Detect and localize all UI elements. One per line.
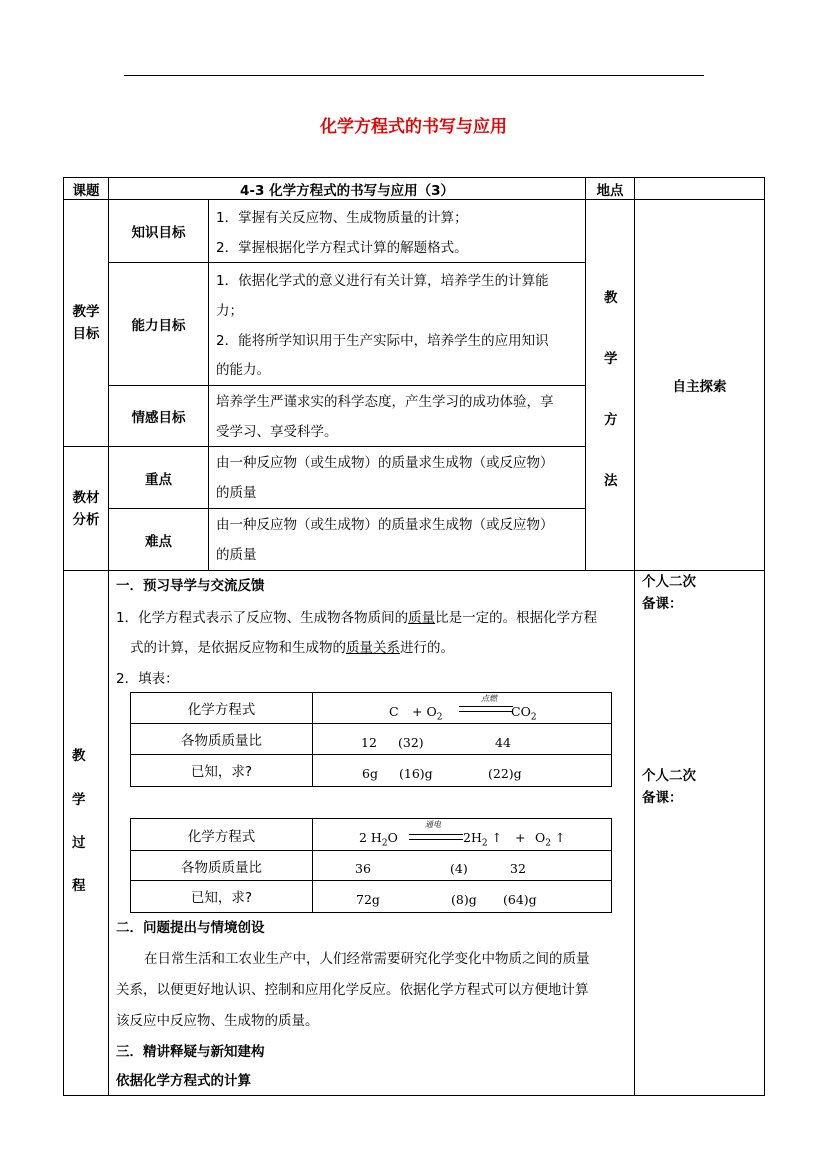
t2-row2-values — [313, 851, 610, 880]
p1-underline-1: 质量 — [408, 610, 436, 626]
method-char-4: 法 — [604, 473, 618, 489]
location-label: 地点 — [596, 182, 624, 199]
t1-r2-v3: 44 — [495, 735, 511, 750]
goals-label-1: 教学 — [72, 304, 100, 320]
t1-r2-v1: 12 — [361, 735, 377, 750]
p1-text-b: 比是一定的。根据化学方程 — [435, 610, 598, 626]
note-2 — [642, 765, 696, 809]
goals-label — [64, 200, 108, 446]
paragraph-1-line-2 — [130, 633, 454, 664]
t2-eq-h2o-sub: 2 — [381, 838, 388, 849]
t1-eq-condition: 点燃 — [481, 694, 497, 703]
section-2-line-b: 关系，以便更好地认识、控制和应用化学反应。依据化学方程式可以方便地计算 — [116, 982, 589, 998]
t2-eq-h2-text: 2H — [463, 830, 482, 845]
t1-r3-v3: (22)g — [488, 766, 522, 781]
note-1 — [642, 571, 696, 615]
t1-r3-v1: 6g — [362, 766, 378, 781]
t2-row3-label: 已知，求? — [190, 890, 253, 906]
method-char-1: 教 — [604, 290, 618, 306]
t1-eq-o2-sub: 2 — [436, 712, 443, 723]
ability-goal-2a: 2．能将所学知识用于生产实际中，培养学生的应用知识 — [216, 333, 549, 349]
p1-text-d: 进行的。 — [400, 640, 454, 656]
t2-eq-arrow — [409, 834, 463, 840]
t2-equation — [313, 819, 610, 850]
emotion-goal-a: 培养学生严谨求实的科学态度，产生学习的成功体验，享 — [216, 394, 554, 410]
paragraph-1-line-1 — [116, 603, 597, 634]
knowledge-goal-2: 2．掌握根据化学方程式计算的解题格式。 — [216, 240, 468, 256]
t2-eq-h2 — [463, 830, 502, 849]
process-char-1: 教 — [72, 748, 86, 764]
t1-row2-values — [313, 724, 610, 754]
t2-r3-v2: (8)g — [451, 892, 477, 907]
section-2-line-a: 在日常生活和工农业生产中，人们经常需要研究化学变化中物质之间的质量 — [144, 951, 590, 967]
t2-r2-v3: 32 — [510, 861, 526, 876]
section-3-subtitle: 依据化学方程式的计算 — [116, 1073, 251, 1089]
analysis-label-2: 分析 — [72, 511, 100, 528]
knowledge-label: 知识目标 — [131, 225, 186, 241]
method-value: 自主探索 — [672, 379, 727, 395]
section-1-title: 一．预习导学与交流反馈 — [116, 578, 265, 594]
ability-goal-1a: 1．依据化学式的意义进行有关计算，培养学生的计算能 — [216, 273, 549, 289]
process-char-3: 过 — [72, 835, 86, 851]
note-2-a: 个人二次 — [642, 768, 696, 784]
hard-point-b: 的质量 — [216, 547, 257, 563]
t2-eq-h: 2 H — [359, 830, 382, 845]
t1-r3-v2: (16)g — [399, 766, 433, 781]
page-title: 化学方程式的书写与应用 — [320, 117, 507, 137]
ability-goal-2b: 的能力。 — [216, 362, 270, 378]
gas-arrow-icon: ↑ — [491, 830, 503, 845]
t2-eq-condition: 通电 — [425, 820, 441, 829]
p1-text-c: 式的计算，是依据反应物和生成物的 — [130, 640, 346, 656]
process-char-4: 程 — [72, 878, 86, 894]
emotion-label: 情感目标 — [131, 410, 186, 426]
t2-eq-h2-sub: 2 — [481, 838, 488, 849]
lesson-label: 课题 — [72, 182, 100, 199]
knowledge-goal-1: 1．掌握有关反应物、生成物质量的计算； — [216, 210, 468, 226]
key-point-label: 重点 — [145, 471, 172, 488]
t2-eq-o2 — [535, 830, 565, 849]
t2-eq-h2o — [359, 830, 398, 849]
t1-eq-co2 — [511, 704, 537, 723]
t1-row1-label: 化学方程式 — [187, 702, 256, 718]
emotion-goal-b: 受学习、享受科学。 — [216, 424, 338, 440]
method-char-2: 学 — [604, 351, 618, 367]
t2-eq-o: O — [387, 830, 398, 845]
location-value — [635, 178, 764, 199]
gas-arrow-icon: ↑ — [554, 830, 566, 845]
analysis-label — [64, 447, 108, 570]
t1-row3-label: 已知，求? — [190, 764, 253, 780]
lesson-title: 4-3 化学方程式的书写与应用（3） — [240, 182, 454, 199]
section-3-title: 三．精讲释疑与新知建构 — [116, 1044, 265, 1060]
t2-r2-v1: 36 — [355, 861, 371, 876]
t2-row1-label: 化学方程式 — [187, 828, 256, 845]
t2-row3-values — [313, 881, 610, 911]
t1-eq-plus: + O — [412, 704, 437, 719]
analysis-label-1: 教材 — [72, 489, 100, 506]
t1-eq-arrow — [459, 706, 513, 712]
t1-row3-values — [313, 755, 610, 785]
paragraph-2: 2．填表： — [116, 671, 179, 687]
t1-equation — [313, 693, 610, 723]
t1-eq-c: C — [389, 704, 399, 719]
t2-r3-v3: (64)g — [503, 892, 537, 907]
ability-label: 能力目标 — [131, 318, 186, 334]
process-char-2: 学 — [72, 792, 86, 808]
t2-eq-plus: + — [515, 830, 526, 845]
t1-row2-label: 各物质质量比 — [181, 733, 262, 749]
t1-eq-co2-sub: 2 — [530, 712, 537, 723]
t1-eq-co: CO — [511, 704, 531, 719]
header-rule — [124, 75, 704, 76]
p1-text-a: 1．化学方程式表示了反应物、生成物各物质间的 — [116, 610, 409, 626]
note-1-a: 个人二次 — [642, 574, 696, 590]
note-1-b: 备课： — [642, 596, 683, 612]
t2-r2-v2: (4) — [450, 861, 468, 876]
key-point-b: 的质量 — [216, 485, 257, 501]
section-2-title: 二．问题提出与情境创设 — [116, 920, 265, 936]
section-2-line-c: 该反应中反应物、生成物的质量。 — [116, 1013, 319, 1029]
method-char-3: 方 — [604, 412, 618, 428]
t2-eq-o2-sub: 2 — [545, 838, 551, 849]
note-2-b: 备课： — [642, 790, 683, 806]
key-point-a: 由一种反应物（或生成物）的质量求生成物（或反应物） — [216, 455, 554, 471]
t1-eq-o2 — [412, 704, 442, 723]
goals-label-2: 目标 — [72, 326, 100, 342]
t2-row2-label: 各物质质量比 — [181, 859, 262, 876]
hard-point-a: 由一种反应物（或生成物）的质量求生成物（或反应物） — [216, 517, 554, 533]
hard-point-label: 难点 — [145, 533, 172, 550]
t2-r3-v1: 72g — [356, 892, 380, 907]
t1-r2-v2: (32) — [398, 735, 424, 750]
p1-underline-2: 质量关系 — [346, 640, 400, 656]
ability-goal-1b: 力； — [216, 303, 243, 319]
t2-eq-o2-text: O — [535, 830, 546, 845]
